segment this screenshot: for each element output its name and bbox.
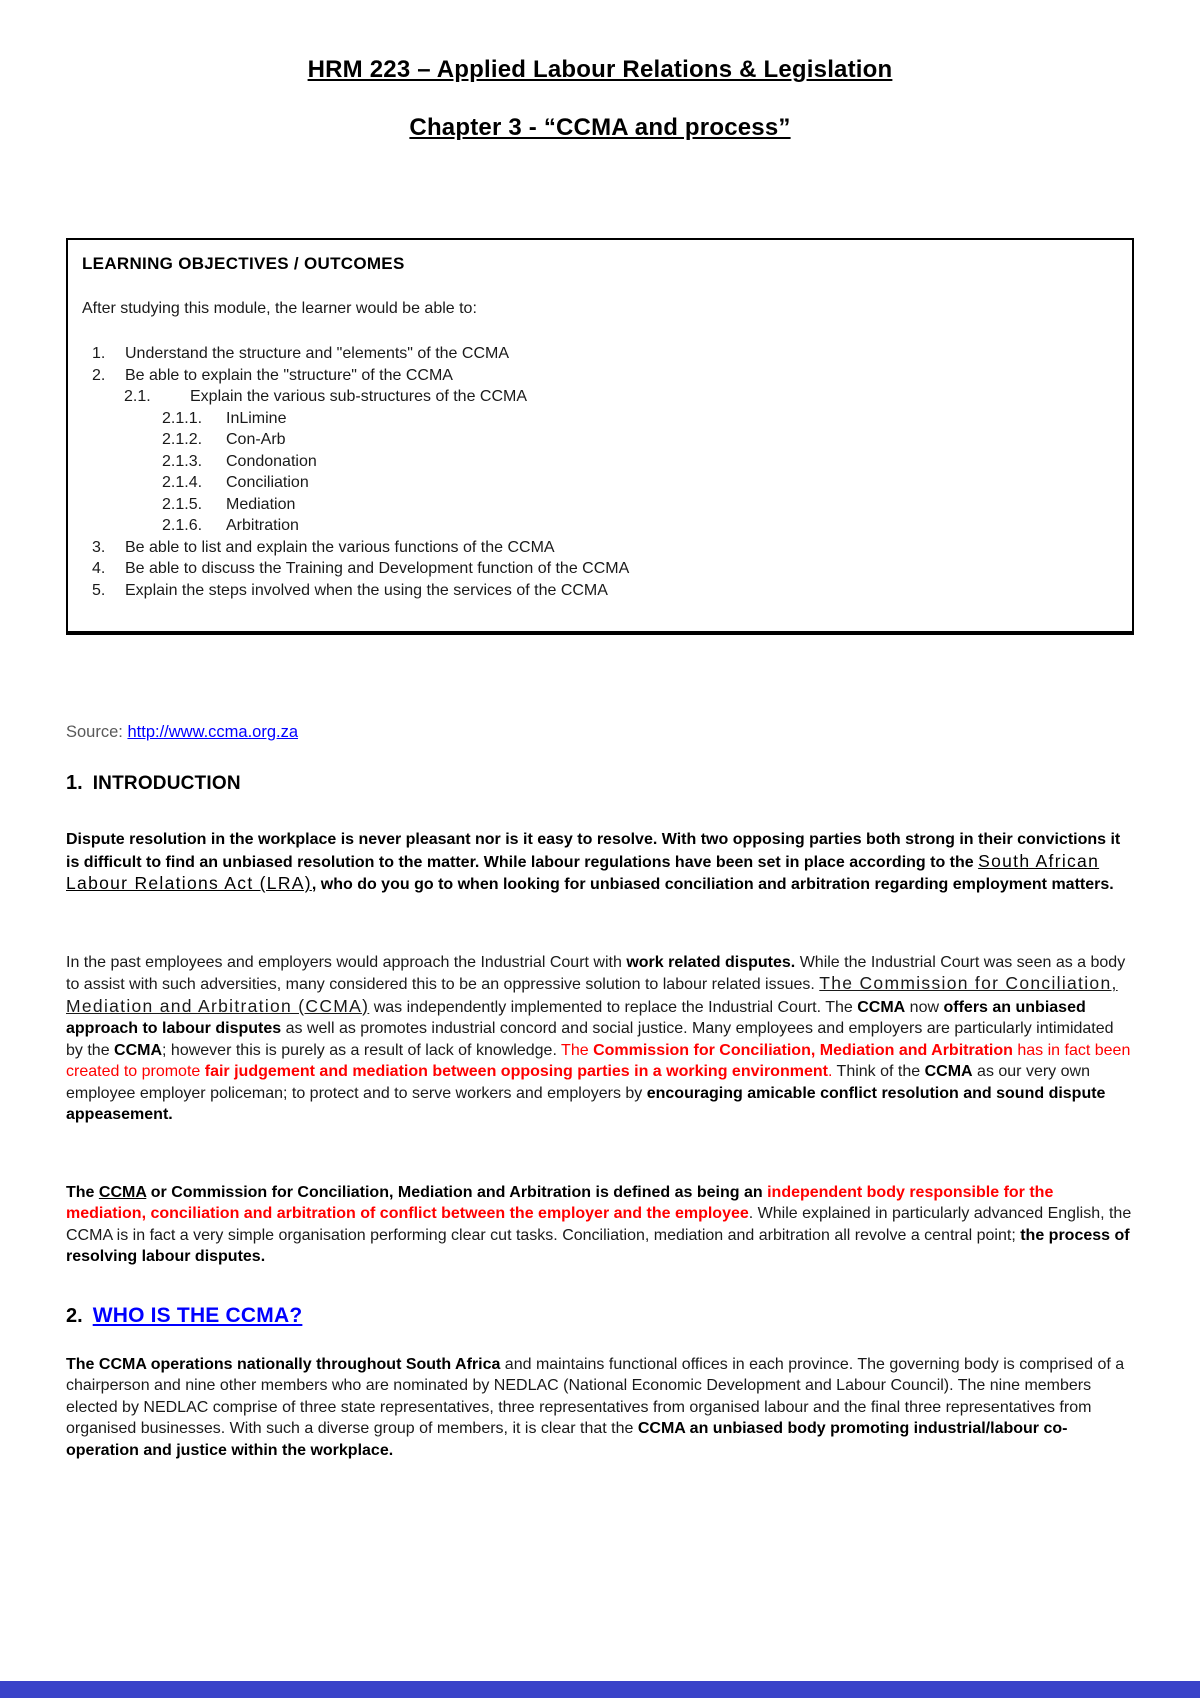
objectives-heading: LEARNING OBJECTIVES / OUTCOMES xyxy=(82,254,405,273)
section-number: 2. xyxy=(66,1304,83,1327)
text-segment: Think of the xyxy=(836,1063,925,1080)
objective-number: 1. xyxy=(92,345,106,362)
objective-item xyxy=(82,386,1118,408)
objective-text: Condonation xyxy=(226,452,317,470)
text-segment: Dispute resolution in the workplace is never pleasant nor is it easy to resolve. With two opposing parties both strong in their convictions it is difficult to find an unbiased resolution to the matter. While labour regulations have been set in place according to the xyxy=(66,831,1121,871)
objective-text: Con-Arb xyxy=(226,431,286,448)
objective-text: Explain the steps involved when the using the services of the CCMA xyxy=(125,581,608,599)
objective-text: Conciliation xyxy=(226,474,309,491)
text-segment: was independently implemented to replace the Industrial Court. The xyxy=(369,998,858,1016)
objective-text: Arbitration xyxy=(226,517,299,534)
section-title-link[interactable]: WHO IS THE CCMA? xyxy=(92,1303,303,1327)
objective-number: 5. xyxy=(92,581,106,599)
objective-number: 2.1. xyxy=(124,388,151,405)
objective-item xyxy=(82,515,1118,537)
text-segment: . xyxy=(827,1063,837,1080)
objective-item xyxy=(82,343,1118,365)
document-title: HRM 223 – Applied Labour Relations & Legislation xyxy=(307,56,893,83)
objective-item xyxy=(82,451,1118,473)
text-segment: independent body responsible for the mediation, conciliation and arbitration of conflict between the employer and the employee xyxy=(66,1183,1054,1222)
objectives-intro: After studying this module, the learner would be able to: xyxy=(82,300,477,317)
text-segment: Commission for Conciliation, Mediation and Arbitration xyxy=(593,1041,1013,1059)
objective-number: 2.1.6. xyxy=(162,517,203,534)
objective-item xyxy=(82,365,1118,387)
text-segment: as well as promotes industrial concord and social justice. Many employees and employers are particularly intimidated by the xyxy=(66,1020,1114,1059)
text-segment: or Commission for Conciliation, Mediation and Arbitration is defined as being an xyxy=(146,1183,768,1201)
source-label: Source: xyxy=(66,723,123,741)
text-segment: as our very own employee employer policeman; to protect and to serve workers and employers by xyxy=(66,1063,1090,1102)
section-number: 1. xyxy=(66,772,83,794)
objective-item xyxy=(82,494,1118,516)
objective-text: Explain the various sub-structures of the CCMA xyxy=(190,388,528,405)
text-segment: While the Industrial Court was seen as a body to assist with such adversities, many considered this to be an oppressive solution to labour related issues. xyxy=(66,953,1126,993)
objective-text: Mediation xyxy=(226,495,296,513)
text-segment: now xyxy=(905,998,944,1016)
text-segment: the process of resolving labour disputes. xyxy=(66,1226,1130,1265)
text-segment: CCMA xyxy=(114,1041,163,1059)
section-heading-who-is-the-ccma xyxy=(66,1304,1134,1328)
objective-item xyxy=(82,580,1118,602)
objective-number: 2. xyxy=(92,366,106,384)
section-heading-introduction xyxy=(66,772,1134,795)
text-segment: The xyxy=(66,1183,99,1201)
objective-text: InLimine xyxy=(226,409,287,427)
text-segment: The CCMA operations nationally throughout South Africa xyxy=(66,1355,501,1373)
text-segment: , who do you go to when looking for unbiased conciliation and arbitration regarding employment matters. xyxy=(311,876,1114,893)
text-segment: fair judgement and mediation between opposing parties in a working environment xyxy=(204,1063,828,1080)
footer-bar xyxy=(0,1681,1200,1698)
objective-number: 4. xyxy=(92,560,106,577)
intro-paragraph-2 xyxy=(66,952,1134,1126)
objective-number: 2.1.1. xyxy=(162,409,203,427)
text-segment: South African Labour Relations Act (LRA) xyxy=(66,850,1100,893)
intro-paragraph-1 xyxy=(66,829,1134,896)
text-segment: CCMA xyxy=(857,998,906,1016)
text-segment: The Commission for Conciliation, Mediation and Arbitration (CCMA) xyxy=(66,973,1118,1016)
text-segment: In the past employees and employers would approach the Industrial Court with xyxy=(66,953,627,971)
learning-objectives-box xyxy=(66,238,1134,635)
text-segment: . While explained in particularly advanced English, the CCMA is in fact a very simple organisation performing clear cut tasks. Conciliation, mediation and arbitration all revolve a central point; xyxy=(66,1205,1132,1244)
objective-text: Be able to explain the "structure" of the CCMA xyxy=(125,366,453,384)
section-title: INTRODUCTION xyxy=(92,773,241,794)
text-segment: ; however this is purely as a result of lack of knowledge. xyxy=(162,1041,562,1059)
objective-number: 2.1.5. xyxy=(162,495,203,513)
objective-item xyxy=(82,429,1118,451)
objective-number: 3. xyxy=(92,538,106,556)
objective-item xyxy=(82,408,1118,430)
intro-paragraph-3 xyxy=(66,1182,1134,1268)
objectives-list xyxy=(82,343,1118,601)
text-segment: CCMA an unbiased body promoting industrial/labour co-operation and justice within the workplace. xyxy=(66,1420,1068,1459)
text-segment: has in fact been created to promote xyxy=(66,1041,1131,1080)
text-segment: encouraging amicable conflict resolution and sound dispute appeasement. xyxy=(66,1084,1106,1123)
text-segment: offers an unbiased approach to labour disputes xyxy=(66,998,1086,1037)
objective-text: Be able to list and explain the various functions of the CCMA xyxy=(125,538,555,556)
objective-number: 2.1.3. xyxy=(162,452,203,470)
objective-number: 2.1.4. xyxy=(162,474,203,491)
text-segment: CCMA xyxy=(924,1063,973,1080)
objective-item xyxy=(82,558,1118,580)
text-segment: work related disputes. xyxy=(626,953,796,971)
document-subtitle: Chapter 3 - “CCMA and process” xyxy=(409,114,791,141)
objective-item xyxy=(82,472,1118,494)
objective-text: Be able to discuss the Training and Development function of the CCMA xyxy=(125,560,630,577)
objective-text: Understand the structure and "elements" of the CCMA xyxy=(125,345,509,362)
objective-item xyxy=(82,537,1118,559)
who-paragraph xyxy=(66,1354,1134,1462)
source-line xyxy=(66,723,1134,742)
text-segment: and maintains functional offices in each province. The governing body is comprised of a chairperson and nine other members who are nominated by NEDLAC (National Economic Development and Labour Council). The nine members elected by NEDLAC comprise of three state representatives, three representatives from organised labour and the final three representatives from organised businesses. With such a diverse group of members, it is clear that the xyxy=(66,1355,1125,1437)
text-segment: CCMA xyxy=(98,1183,147,1201)
text-segment: The xyxy=(561,1041,594,1059)
objective-number: 2.1.2. xyxy=(162,431,203,448)
source-link[interactable]: http://www.ccma.org.za xyxy=(127,723,299,741)
